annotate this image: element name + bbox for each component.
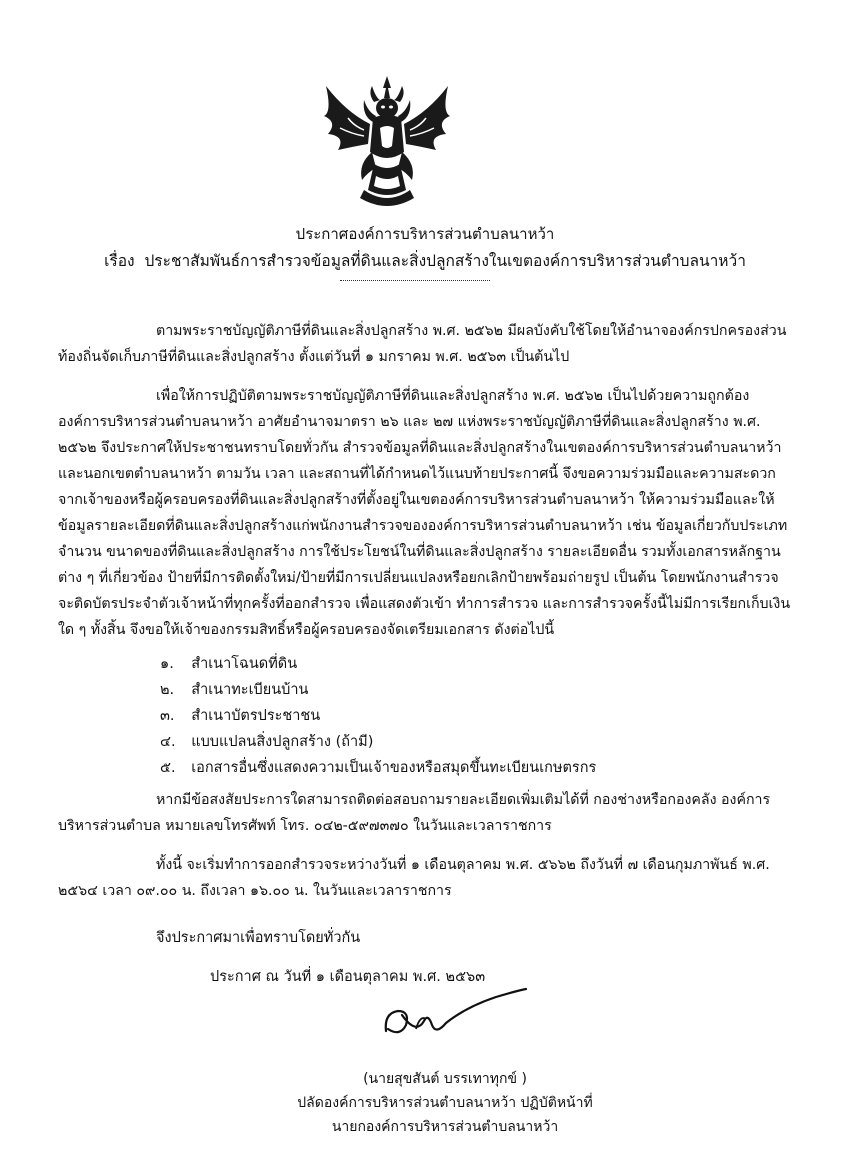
paragraph3-line: บริหารส่วนตำบล หมายเลขโทรศัพท์ โทร. ๐๔๒-๕๙๗๓๗๐ ในวันและเวลาราชการ: [58, 818, 552, 834]
signatory-position: ปลัดองค์การบริหารส่วนตำบลนาหว้า ปฏิบัติหน้าที่: [297, 1095, 593, 1111]
subject-label: เรื่อง: [104, 252, 135, 270]
announce-date: ประกาศ ณ วันที่ ๑ เดือนตุลาคม พ.ศ. ๒๕๖๓: [210, 969, 486, 985]
signatory-position: นายกองค์การบริหารส่วนตำบลนาหว้า: [331, 1119, 559, 1135]
list-item: [160, 704, 320, 727]
list-item-number: ๕.: [160, 760, 176, 776]
list-item-text: เอกสารอื่นซึ่งแสดงความเป็นเจ้าของหรือสมุดขึ้นทะเบียนเกษตรกร: [191, 760, 597, 776]
paragraph4-line: ๒๕๖๔ เวลา ๐๙.๐๐ น. ถึงเวลา ๑๖.๐๐ น. ในวันและเวลาราชการ: [58, 883, 452, 899]
list-item: [160, 678, 308, 701]
signature-icon: [376, 985, 536, 1045]
paragraph2-line: จำนวน ขนาดของที่ดินและสิ่งปลูกสร้าง การใช้ประโยชน์ในที่ดินและสิ่งปลูกสร้าง รายละเอียดอื่น รวมทั้งเอกสารหลักฐาน: [58, 544, 781, 560]
paragraph2-line: ๒๕๖๒ จึงประกาศให้ประชาชนทราบโดยทั่วกัน สำรวจข้อมูลที่ดินและสิ่งปลูกสร้างในเขตองค์การบริหารส่วนตำบลนาหว้า: [58, 440, 782, 456]
list-item-number: ๒.: [160, 682, 175, 698]
paragraph1-line: ตามพระราชบัญญัติภาษีที่ดินและสิ่งปลูกสร้าง พ.ศ. ๒๕๖๒ มีผลบังคับใช้โดยให้อำนาจองค์กรปกครองส่วน: [156, 323, 787, 339]
list-item-text: แบบแปลนสิ่งปลูกสร้าง (ถ้ามี): [191, 734, 374, 750]
garuda-emblem-icon: [318, 72, 456, 212]
paragraph2-line: เพื่อให้การปฏิบัติตามพระราชบัญญัติภาษีที่ดินและสิ่งปลูกสร้าง พ.ศ. ๒๕๖๒ เป็นไปด้วยความถูกต้อง: [156, 388, 750, 404]
paragraph4-line: ทั้งนี้ จะเริ่มทำการออกสำรวจระหว่างวันที่ ๑ เดือนตุลาคม พ.ศ. ๕๖๖๒ ถึงวันที่ ๗ เดือนกุมภาพันธ์ พ.ศ.: [156, 857, 770, 873]
dotted-divider: [340, 280, 490, 281]
list-item-text: สำเนาทะเบียนบ้าน: [191, 682, 309, 698]
subject-text: ประชาสัมพันธ์การสำรวจข้อมูลที่ดินและสิ่งปลูกสร้างในเขตองค์การบริหารส่วนตำบลนาหว้า: [144, 252, 746, 270]
paragraph2-line: องค์การบริหารส่วนตำบลนาหว้า อาศัยอำนาจมาตรา ๒๖ และ ๒๗ แห่งพระราชบัญญัติภาษีที่ดินและสิ่งปลูกสร้าง พ.ศ.: [58, 414, 761, 430]
list-item-number: ๓.: [160, 708, 175, 724]
paragraph2-line: ใด ๆ ทั้งสิ้น จึงขอให้เจ้าของกรรมสิทธิ์หรือผู้ครอบครองจัดเตรียมเอกสาร ดังต่อไปนี้: [58, 622, 555, 638]
subject-line: [0, 248, 850, 273]
list-item: [160, 730, 373, 753]
list-item: [160, 756, 596, 779]
paragraph2-line: ต่าง ๆ ที่เกี่ยวข้อง ป้ายที่มีการติดตั้งใหม่/ป้ายที่มีการเปลี่ยนแปลงหรือยกเลิกป้ายพร้อมถ่ายรูป เป็นต้น โดยพนักงานสำรวจ: [58, 570, 779, 586]
list-item-text: สำเนาบัตรประชาชน: [191, 708, 321, 724]
paragraph2-line: จะติดบัตรประจำตัวเจ้าหน้าที่ทุกครั้งที่ออกสำรวจ เพื่อแสดงตัวเข้า ทำการสำรวจ และการสำรวจครั้งนี้ไม่มีการเรียกเก็บเงิน: [58, 596, 791, 612]
closing-statement: จึงประกาศมาเพื่อทราบโดยทั่วกัน: [156, 930, 361, 946]
paragraph2-line: ข้อมูลรายละเอียดที่ดินและสิ่งปลูกสร้างแก่พนักงานสำรวจขององค์การบริหารส่วนตำบลนาหว้า เช่น ข้อมูลเกี่ยวกับประเภท: [58, 518, 788, 534]
issuer-title: ประกาศองค์การบริหารส่วนตำบลนาหว้า: [295, 225, 555, 243]
list-item-text: สำเนาโฉนดที่ดิน: [191, 656, 298, 672]
paragraph1-line: ท้องถิ่นจัดเก็บภาษีที่ดินและสิ่งปลูกสร้าง ตั้งแต่วันที่ ๑ มกราคม พ.ศ. ๒๕๖๓ เป็นต้นไป: [58, 349, 570, 365]
signatory-name: (นายสุขสันต์ บรรเทาทุกข์ ): [363, 1071, 527, 1087]
list-item: [160, 652, 297, 675]
paragraph3-line: หากมีข้อสงสัยประการใดสามารถติดต่อสอบถามรายละเอียดเพิ่มเติมได้ที่ กองช่างหรือกองคลัง องค์การ: [156, 792, 771, 808]
paragraph2-line: และนอกเขตตำบลนาหว้า ตามวัน เวลา และสถานที่ได้กำหนดไว้แนบท้ายประกาศนี้ จึงขอความร่วมมือและความสะดวก: [58, 466, 776, 482]
paragraph2-line: จากเจ้าของหรือผู้ครอบครองที่ดินและสิ่งปลูกสร้างที่ตั้งอยู่ในเขตองค์การบริหารส่วนตำบลนาหว้า ให้ความร่วมมือและให้: [58, 492, 775, 508]
list-item-number: ๑.: [160, 656, 174, 672]
list-item-number: ๔.: [160, 734, 176, 750]
